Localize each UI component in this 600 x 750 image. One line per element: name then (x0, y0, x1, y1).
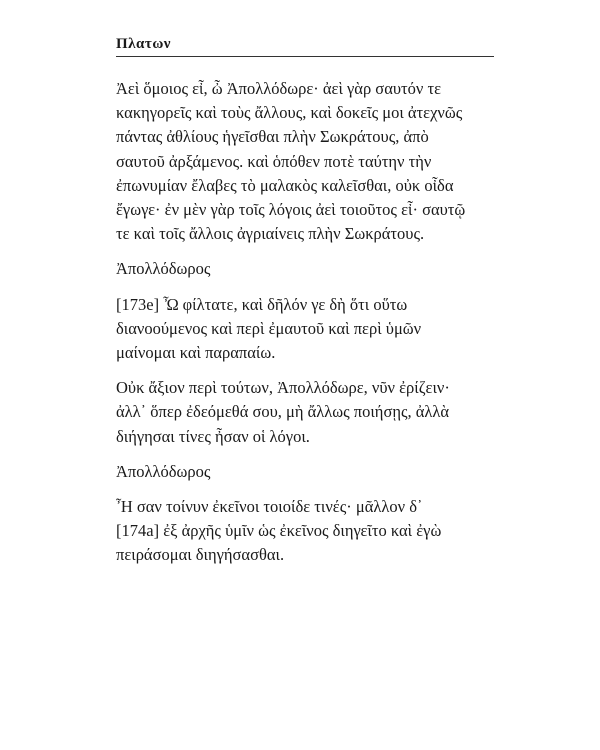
speaker-name (116, 460, 516, 484)
text-line: διανοούμενος καὶ περὶ ἐμαυτοῦ καὶ περὶ ὑμῶν (116, 318, 422, 338)
body-text (116, 77, 516, 579)
paragraph (116, 495, 516, 568)
paragraph (116, 376, 516, 449)
text-line: ἔγωγε· ἐν μὲν γὰρ τοῖς λόγοις ἀεὶ τοιοῦτος εἶ· σαυτῷ (116, 200, 466, 220)
text-line: κακηγορεῖς καὶ τοὺς ἄλλους, καὶ δοκεῖς μοι ἀτεχνῶς (116, 103, 463, 123)
running-header (116, 36, 494, 57)
text-line: πειράσομαι διηγήσασθαι. (116, 545, 285, 565)
text-line: [174a] ἐξ ἀρχῆς ὑμῖν ὡς ἐκεῖνος διηγεῖτο καὶ ἐγὼ (116, 521, 442, 541)
speaker-label: Ἀπολλόδωρος (116, 461, 211, 481)
text-line: Οὐκ ἄξιον περὶ τούτων, Ἀπολλόδωρε, νῦν ἐρίζειν· (116, 378, 450, 398)
text-line: Ἀεὶ ὅμοιος εἶ, ὦ Ἀπολλόδωρε· ἀεὶ γὰρ σαυτόν τε (116, 79, 442, 98)
text-line: μαίνομαι καὶ παραπαίω. (116, 343, 276, 363)
paragraph (116, 293, 516, 366)
text-line: [173e] Ὦ φίλτατε, καὶ δῆλόν γε δὴ ὅτι οὕτω (116, 294, 408, 314)
text-line: τε καὶ τοῖς ἄλλοις ἀγριαίνεις πλὴν Σωκράτους. (116, 224, 425, 244)
text-line: διήγησαι τίνες ἦσαν οἱ λόγοι. (116, 426, 310, 446)
text-line: ἐπωνυμίαν ἔλαβες τὸ μαλακὸς καλεῖσθαι, οὐκ οἶδα (116, 175, 454, 195)
speaker-name (116, 257, 516, 281)
paragraph (116, 77, 516, 246)
text-line: σαυτοῦ ἀρξάμενος. καὶ ὁπόθεν ποτὲ ταύτην τὴν (116, 151, 432, 171)
header-title: Πλατων (116, 36, 171, 52)
text-line: ἀλλ᾽ ὅπερ ἐδεόμεθά σου, μὴ ἄλλως ποιήσῃς, ἀλλὰ (116, 402, 450, 422)
text-line: πάντας ἀθλίους ἡγεῖσθαι πλὴν Σωκράτους, ἀπὸ (116, 127, 429, 147)
text-line: Ἦ σαν τοίνυν ἐκεῖνοι τοιοίδε τινές· μᾶλλον δ᾽ (116, 497, 423, 517)
speaker-label: Ἀπολλόδωρος (116, 259, 211, 279)
